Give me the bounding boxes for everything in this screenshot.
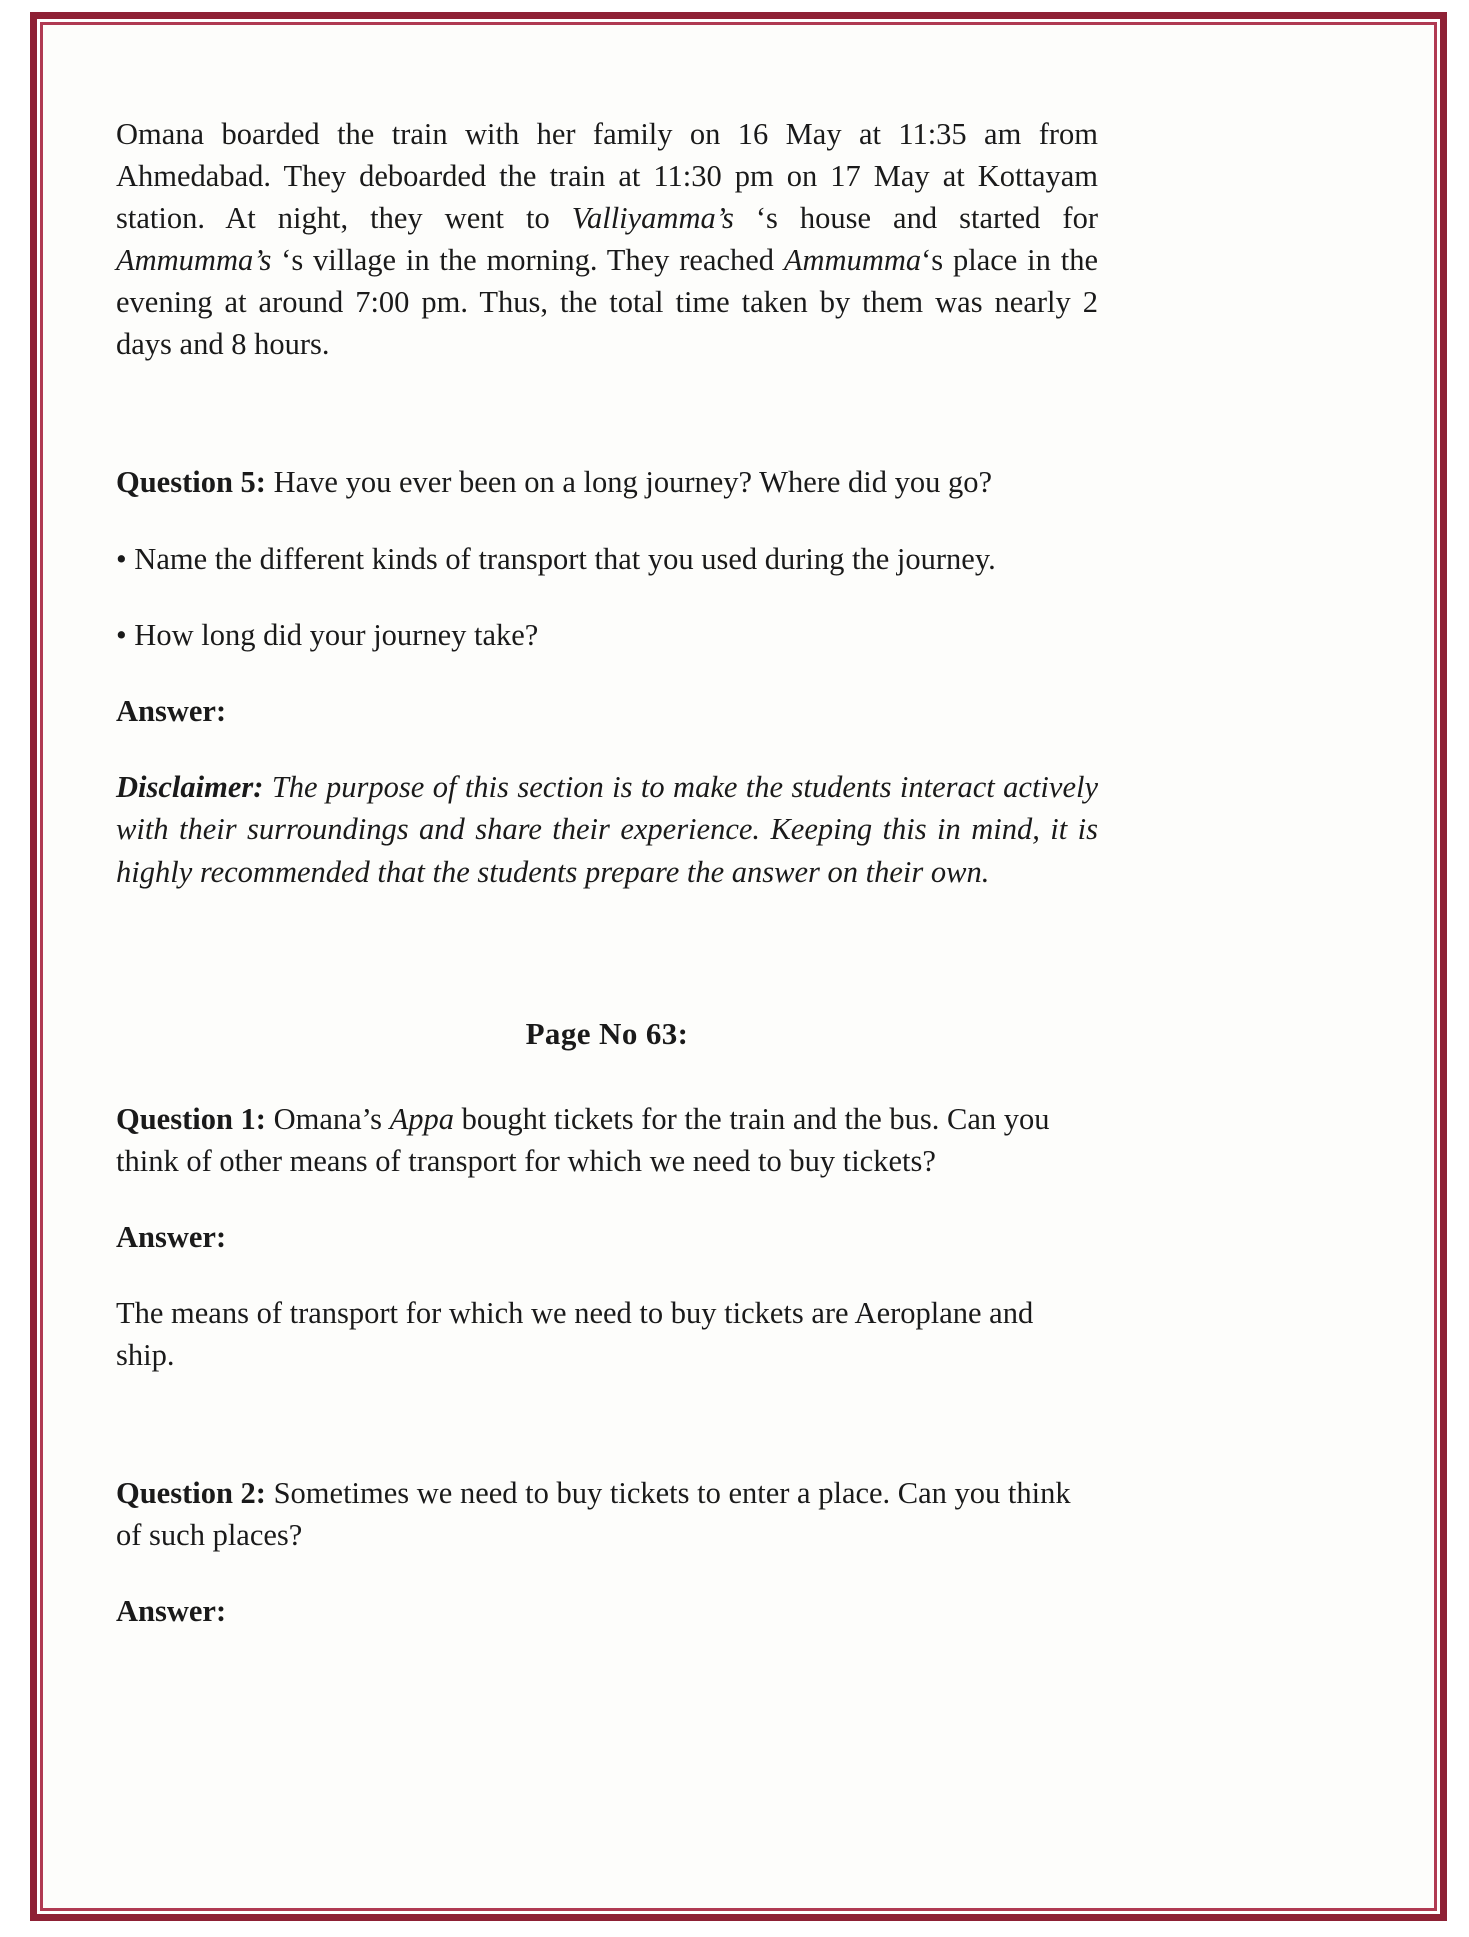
spacer	[116, 894, 1098, 1016]
question-5-answer-label: Answer:	[116, 693, 227, 728]
spacer	[116, 732, 1098, 766]
disclaimer-text: The purpose of this section is to make the students interact actively with their surroundings and share their experience. Keeping this in mind, it is highly recommended that the students prepare the answer on their own.	[116, 769, 1098, 890]
spacer	[116, 656, 1098, 690]
intro-segment-4: ‘s place in the evening at around 7:00 pm. Thus, the total time taken by them was nearly 2 days and 8 hours.	[116, 243, 1098, 362]
spacer	[116, 504, 1098, 538]
spacer	[116, 1376, 1098, 1472]
question-5-text: Have you ever been on a long journey? Where did you go?	[265, 465, 993, 500]
intro-name-valliyamma: Valliyamma’s	[571, 201, 734, 236]
question-2-answer-label: Answer:	[116, 1594, 227, 1629]
spacer	[116, 580, 1098, 614]
question-5-label: Question 5:	[116, 465, 266, 500]
disclaimer-label: Disclaimer:	[116, 769, 264, 804]
question-2	[116, 1472, 1098, 1556]
page-border-outer	[30, 12, 1447, 1921]
spacer	[116, 365, 1098, 461]
question-1-answer-text: The means of transport for which we need to buy tickets are Aeroplane and ship.	[116, 1296, 1034, 1373]
question-1	[116, 1098, 1098, 1182]
question-5-bullet-1: • Name the different kinds of transport that you used during the journey.	[116, 541, 996, 576]
question-5	[116, 461, 1098, 503]
intro-segment-2: ‘s house and started for	[733, 201, 1098, 236]
question-1-italic-appa: Appa	[389, 1101, 455, 1136]
question-1-segment-2: bought tickets for the train and the bus. Can you think of other means of transport for which we need to buy tickets?	[116, 1101, 1050, 1178]
question-2-label: Question 2:	[116, 1476, 266, 1511]
question-1-segment-1: Omana’s	[265, 1101, 390, 1136]
question-5-bullet-2: • How long did your journey take?	[116, 617, 539, 652]
intro-segment-1: Omana boarded the train with her family on 16 May at 11:35 am from Ahmedabad. They deboarded the train at 11:30 pm on 17 May at Kottayam station. At night, they went to	[116, 117, 1098, 236]
page-number-heading: Page No 63:	[525, 1015, 689, 1051]
intro-name-ammumma-2: Ammumma	[783, 243, 922, 278]
page-border-inner	[40, 22, 1437, 1911]
intro-paragraph	[116, 113, 1098, 365]
page-content	[116, 113, 1098, 1632]
page-border-gap	[37, 19, 1440, 1914]
intro-name-ammumma-1: Ammumma’s	[116, 243, 272, 278]
spacer	[116, 1258, 1098, 1292]
intro-segment-3: ‘s village in the morning. They reached	[271, 243, 784, 278]
spacer	[116, 1556, 1098, 1590]
spacer	[116, 1052, 1098, 1098]
disclaimer-paragraph	[116, 766, 1098, 894]
question-2-text: Sometimes we need to buy tickets to enter a place. Can you think of such places?	[116, 1476, 1071, 1553]
question-1-label: Question 1:	[116, 1101, 266, 1136]
question-1-answer-label: Answer:	[116, 1220, 227, 1254]
spacer	[116, 1182, 1098, 1216]
page-sheet	[43, 25, 1434, 1908]
